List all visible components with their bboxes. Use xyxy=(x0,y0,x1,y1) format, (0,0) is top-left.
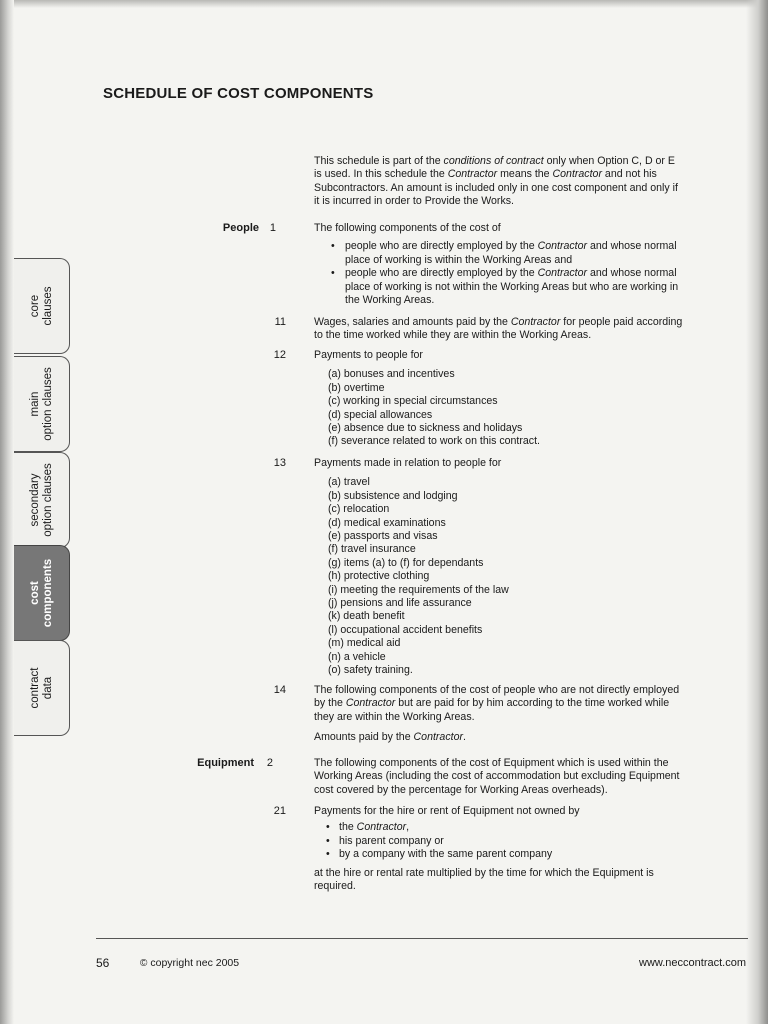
tab-label: contract data xyxy=(28,667,54,709)
clause-2-text: The following components of the cost of Equipment which is used within the Working Areas (including the cost of accommodation but excluding Equipment cost covered by the percentage for Working Areas overheads). xyxy=(314,757,680,796)
clause-11-text: Wages, salaries and amounts paid by the Contractor for people paid according to the time worked while they are within the Working Areas. xyxy=(314,316,683,342)
section-label-equipment: Equipment xyxy=(197,757,254,769)
clause-number-21: 21 xyxy=(273,805,286,817)
clause-12-text: Payments to people for (a) bonuses and incentives (b) overtime (c) working in special circumstances (d) special allowances (e) absence due to sickness and holidays (f) severance related to work on this contract. xyxy=(314,349,754,449)
clause-number-13: 13 xyxy=(273,457,286,469)
tab-contract-data[interactable] xyxy=(14,640,70,736)
clause-number-11: 11 xyxy=(274,316,286,328)
list-item: (k) death benefit xyxy=(328,610,405,623)
list-item: (g) items (a) to (f) for dependants xyxy=(328,556,484,569)
list-item: (f) travel insurance xyxy=(328,543,416,556)
footer-rule xyxy=(96,938,748,939)
list-item: (n) a vehicle xyxy=(328,650,386,663)
list-item: (j) pensions and life assurance xyxy=(328,597,472,610)
tab-label: core clauses xyxy=(28,286,54,326)
list-item: (h) protective clothing xyxy=(328,570,430,583)
tab-label: cost components xyxy=(28,558,54,628)
clause-1-text: The following components of the cost of • people who are directly employed by the Contractor and whose normal place of working is within the Working Areas and • people who are directly employed by the Contractor and whose normal place of working is not within the Working Areas but who are working in the Working Areas. xyxy=(314,222,754,307)
tab-label: secondary option clauses xyxy=(28,463,54,537)
section-label-people: People xyxy=(222,222,259,234)
clause-14-text: The following components of the cost of people who are not directly employed by the Contractor but are paid for by him according to the time worked while they are within the Working Areas. Amounts paid by the Contractor. xyxy=(314,684,680,744)
list-item: (b) subsistence and lodging xyxy=(328,489,458,502)
list-item: (a) travel xyxy=(328,476,370,489)
list-item: (d) medical examinations xyxy=(328,516,446,529)
tab-secondary-option-clauses[interactable] xyxy=(14,452,70,548)
page-shadow-top xyxy=(0,0,768,8)
list-item: (o) safety training. xyxy=(328,664,413,677)
page-shadow-left xyxy=(0,0,14,1024)
list-item: (e) absence due to sickness and holidays xyxy=(328,422,523,435)
list-item: (m) medical aid xyxy=(328,637,401,650)
intro-paragraph: This schedule is part of the conditions of contract only when Option C, D or E is used. In this schedule the Contractor means the Contractor and not his Subcontractors. An amount is included only in one cost component and only if it is incurred in order to Provide the Works. xyxy=(314,155,678,208)
list-item: (a) bonuses and incentives xyxy=(328,368,455,381)
tab-main-option-clauses[interactable] xyxy=(14,356,70,452)
list-item: (f) severance related to work on this contract. xyxy=(328,435,540,448)
footer-copyright: © copyright nec 2005 xyxy=(140,957,240,969)
clause-number-1: 1 xyxy=(269,222,276,234)
list-item: (c) relocation xyxy=(328,503,390,516)
page-number: 56 xyxy=(96,956,110,970)
tab-label: main option clauses xyxy=(28,367,54,441)
list-item: (e) passports and visas xyxy=(328,530,438,543)
clause-number-12: 12 xyxy=(273,349,286,361)
tab-core-clauses[interactable] xyxy=(14,258,70,354)
clause-number-14: 14 xyxy=(273,684,286,696)
tab-cost-components[interactable] xyxy=(14,545,70,641)
list-item: (l) occupational accident benefits xyxy=(328,623,483,636)
clause-21-text: Payments for the hire or rent of Equipment not owned by • the Contractor, • his parent company or • by a company with the same parent company at the hire or rental rate multiplied by the time for which the Equipment is required. xyxy=(314,805,754,893)
list-item: (b) overtime xyxy=(328,381,385,394)
footer-url[interactable]: www.neccontract.com xyxy=(639,957,746,969)
clause-number-2: 2 xyxy=(266,757,273,769)
list-item: (d) special allowances xyxy=(328,408,433,421)
list-item: (i) meeting the requirements of the law xyxy=(328,583,509,596)
list-item: (c) working in special circumstances xyxy=(328,395,498,408)
clause-13-text: Payments made in relation to people for (a) travel (b) subsistence and lodging (c) relocation (d) medical examinations (e) passports and visas (f) travel insurance (g) items (a) to (f) for dependants (h) protective clothing (i) meeting the requirements of the law (j) pensions and life assurance (k) death benefit (l) occupational accident benefits (m) medical aid (n) a vehicle (o) safety training. xyxy=(314,457,754,678)
copyright-icon: © xyxy=(140,958,148,969)
page-title: SCHEDULE OF COST COMPONENTS xyxy=(103,85,374,102)
